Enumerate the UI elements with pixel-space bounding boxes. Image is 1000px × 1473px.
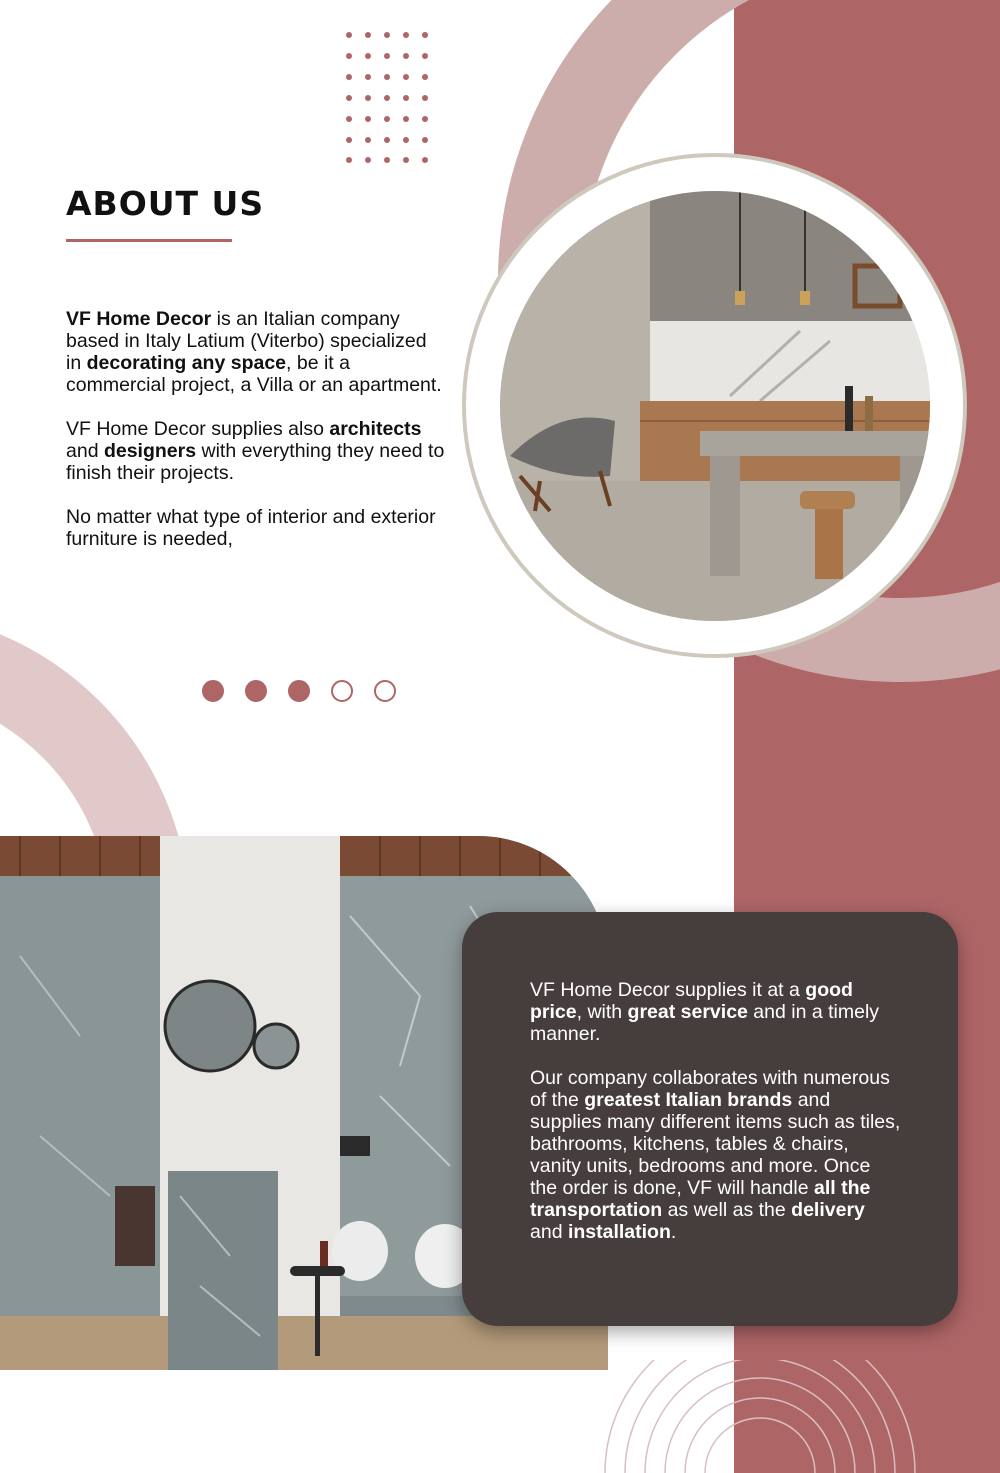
pagination-dot-4[interactable] bbox=[331, 680, 353, 702]
title-underline bbox=[66, 239, 232, 242]
pagination-dots bbox=[202, 680, 396, 704]
intro-paragraph-2: VF Home Decor supplies also architects and designers with everything they need to finish their projects. bbox=[66, 418, 445, 484]
kitchen-interior-photo bbox=[500, 191, 930, 621]
pagination-dot-1[interactable] bbox=[202, 680, 224, 702]
card-paragraph-2: Our company collaborates with numerous of the greatest Italian brands and supplies many different items such as tiles, bathrooms, kitchens, tables & chairs, vanity units, bedrooms and more. Once the order is done, VF will handle all the transportation as well as the delivery and installation. bbox=[530, 1067, 901, 1243]
dot-grid-decoration bbox=[344, 30, 434, 165]
concentric-arcs-decoration bbox=[600, 1360, 920, 1473]
page-title: ABOUT US bbox=[66, 184, 265, 223]
pagination-dot-3[interactable] bbox=[288, 680, 310, 702]
intro-paragraph-1: VF Home Decor is an Italian company based in Italy Latium (Viterbo) specialized in decorating any space, be it a commercial project, a Villa or an apartment. bbox=[66, 308, 442, 396]
intro-text bbox=[66, 308, 446, 572]
pagination-dot-5[interactable] bbox=[374, 680, 396, 702]
intro-paragraph-3: No matter what type of interior and exterior furniture is needed, bbox=[66, 506, 436, 550]
info-card-text bbox=[530, 979, 902, 1265]
card-paragraph-1: VF Home Decor supplies it at a good price, with great service and in a timely manner. bbox=[530, 979, 880, 1045]
pagination-dot-2[interactable] bbox=[245, 680, 267, 702]
